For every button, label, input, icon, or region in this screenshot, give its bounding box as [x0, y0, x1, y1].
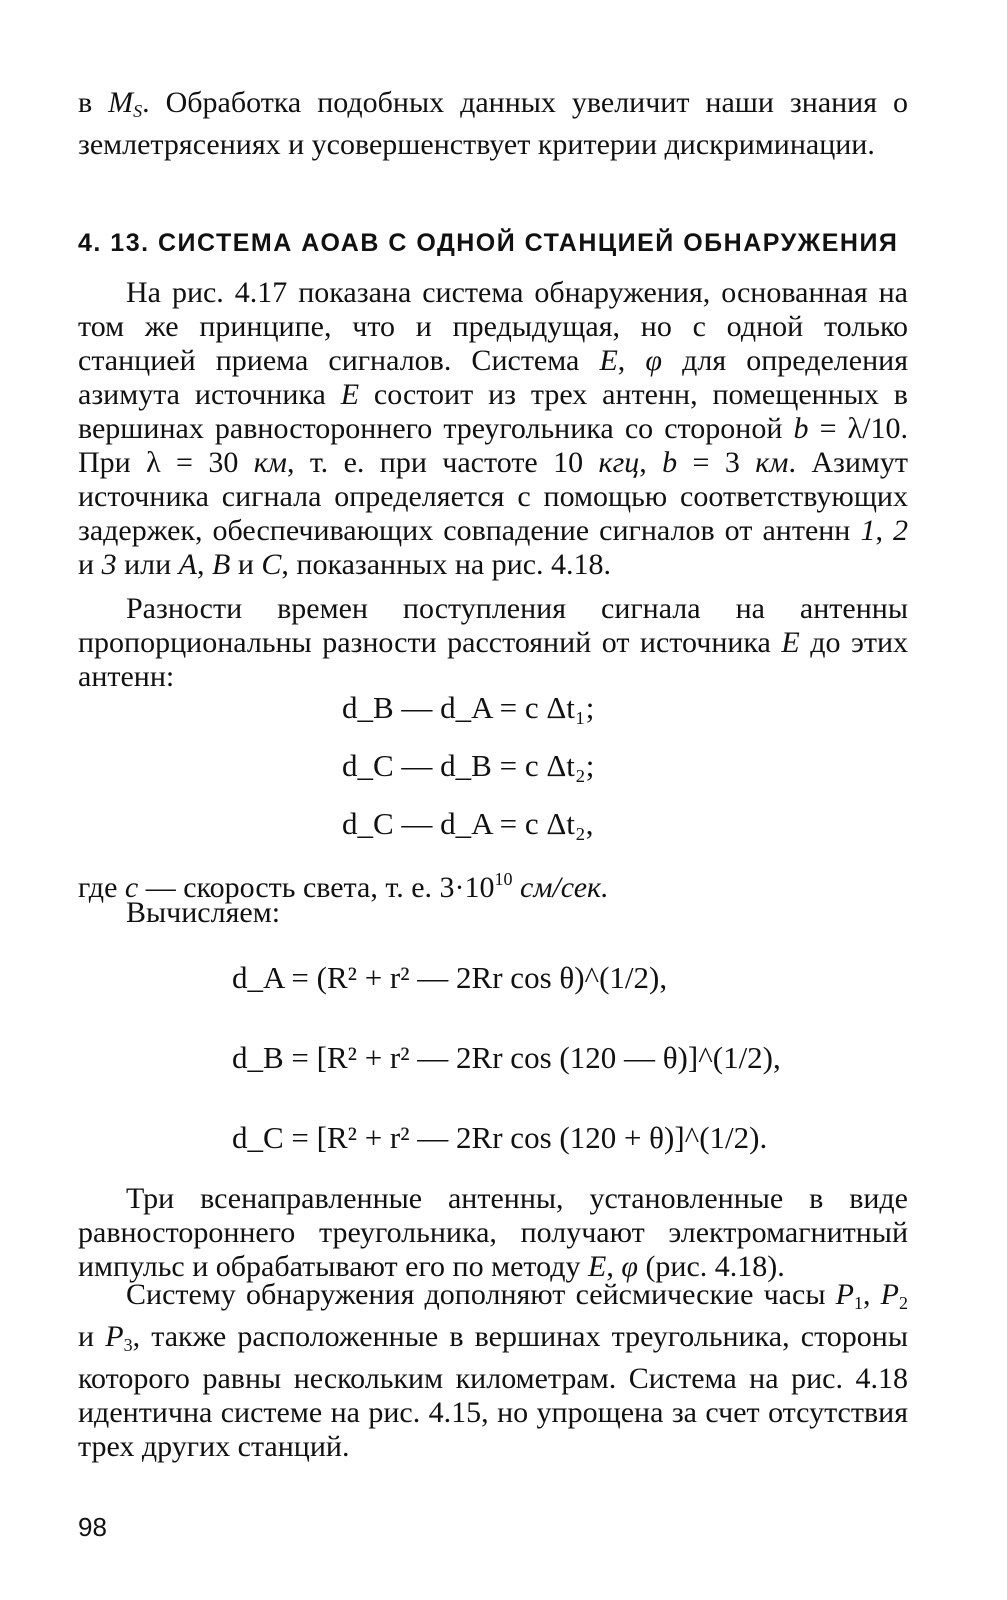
ms-symbol: M [108, 86, 134, 119]
p1-text: и [230, 548, 262, 581]
symbol-e: E [781, 626, 800, 659]
where-text: где [78, 871, 125, 904]
symbol-c: c [124, 871, 139, 904]
symbol-phi: φ [621, 1250, 638, 1283]
antenna-3: 3 [101, 548, 117, 581]
p3-text: , [606, 1250, 622, 1283]
p1-text: . Азимут источника сигнала определяется с помощью соответствующих задержек, обеспечивающих совпадение сигналов от антенн [78, 446, 909, 547]
equation-distance-a: d_A = (R² + r² — 2Rr cos θ)^(1/2), [232, 960, 668, 995]
p1-text: , т. е. при частоте 10 [286, 446, 599, 479]
paragraph-antennas [78, 1182, 908, 1284]
p3-text: Три всенаправленные антенны, установленные в виде равностороннего треугольника, получают электромагнитный импульс и обрабатывают его по методу [78, 1182, 908, 1283]
page-number: 98 [78, 1512, 107, 1542]
p1-text: состоит из трех антенн, помещенных в вершинах равностороннего треугольника со стороной [78, 378, 908, 445]
p3-text: (рис. 4.18). [637, 1250, 785, 1283]
symbol-b: b [662, 446, 678, 479]
paragraph-time-differences [78, 592, 908, 694]
symbol-b: b [793, 412, 809, 445]
antenna-1: 1 [860, 514, 876, 547]
unit-cm-per-sec: см/сек. [520, 871, 609, 904]
symbol-p: P [835, 1278, 854, 1311]
symbol-e: E [340, 378, 360, 411]
equation-distance-b: d_B = [R² + r² — 2Rr cos (120 — θ)]^(1/2), [232, 1040, 781, 1075]
symbol-e: E [588, 1250, 607, 1283]
p4-text: , также расположенные в вершинах треугольника, стороны которого равны нескольким километрам. Система на рис. 4.18 идентична системе на рис. 4.15, но упрощена за счет отсутствия трех других станций. [78, 1320, 908, 1463]
symbol-p: P [880, 1278, 899, 1311]
p1-text: На рис. 4.17 показана система обнаружения, основанная на том же принципе, что и предыдущая, но с одной только станцией приема сигналов. Система [78, 276, 908, 377]
p1-text: и [78, 548, 102, 581]
intro-text-1: в [78, 86, 109, 119]
p4-text: Систему обнаружения дополняют сейсмические часы [126, 1278, 836, 1311]
subscript-3: 3 [123, 1335, 133, 1355]
p2-text: до этих антенн: [78, 626, 909, 693]
paragraph-seismic-clocks [78, 1278, 908, 1464]
p1-text: , [617, 344, 646, 377]
equation-distance-c: d_C = [R² + r² — 2Rr cos (120 + θ)]^(1/2). [232, 1120, 768, 1155]
p1-text: = λ/10. При λ = 30 [78, 412, 908, 479]
section-heading: 4. 13. СИСТЕМА АОАВ С ОДНОЙ СТАНЦИЕЙ ОБНАРУЖЕНИЯ [78, 229, 899, 257]
equation-delta-3: d_C — d_A = c Δt₂, [342, 806, 594, 841]
p1-text: , [875, 514, 893, 547]
p1-text: = 3 [677, 446, 756, 479]
unit-kgc: кгц [598, 446, 640, 479]
unit-km: км [253, 446, 287, 479]
p1-text: , показанных на рис. 4.18. [281, 548, 612, 581]
intro-text-2: . Обработка подобных данных увеличит наши знания о землетрясениях и усовершенствует критерии дискриминации. [78, 86, 908, 161]
p1-text: , [196, 548, 212, 581]
p1-text: или [116, 548, 179, 581]
p1-text: для определения азимута источника [78, 344, 908, 411]
paragraph-system-description [78, 276, 908, 582]
symbol-p: P [105, 1320, 124, 1353]
where-text: — скорость света, т. е. 3·10 [138, 871, 495, 904]
p1-text: , [639, 446, 663, 479]
p4-text: и [78, 1320, 106, 1353]
antenna-c: C [261, 548, 282, 581]
compute-label: Вычисляем: [126, 896, 281, 929]
antenna-2: 2 [893, 514, 908, 547]
equation-delta-2: d_C — d_B = c Δt₂; [342, 748, 595, 783]
antenna-a: A [178, 548, 197, 581]
symbol-e: E [599, 344, 618, 377]
antenna-b: B [211, 548, 231, 581]
unit-km: км [755, 446, 789, 479]
equation-delta-1: d_B — d_A = c Δt₁; [342, 690, 595, 725]
subscript-1: 1 [853, 1293, 863, 1313]
exponent: 10 [494, 869, 513, 889]
symbol-phi: φ [645, 344, 662, 377]
p2-text: Разности времен поступления сигнала на антенны пропорциональны разности расстояний от источника [78, 592, 908, 659]
intro-paragraph [78, 86, 908, 162]
p4-text: , [862, 1278, 881, 1311]
ms-subscript: S [133, 101, 143, 121]
subscript-2: 2 [899, 1293, 908, 1313]
